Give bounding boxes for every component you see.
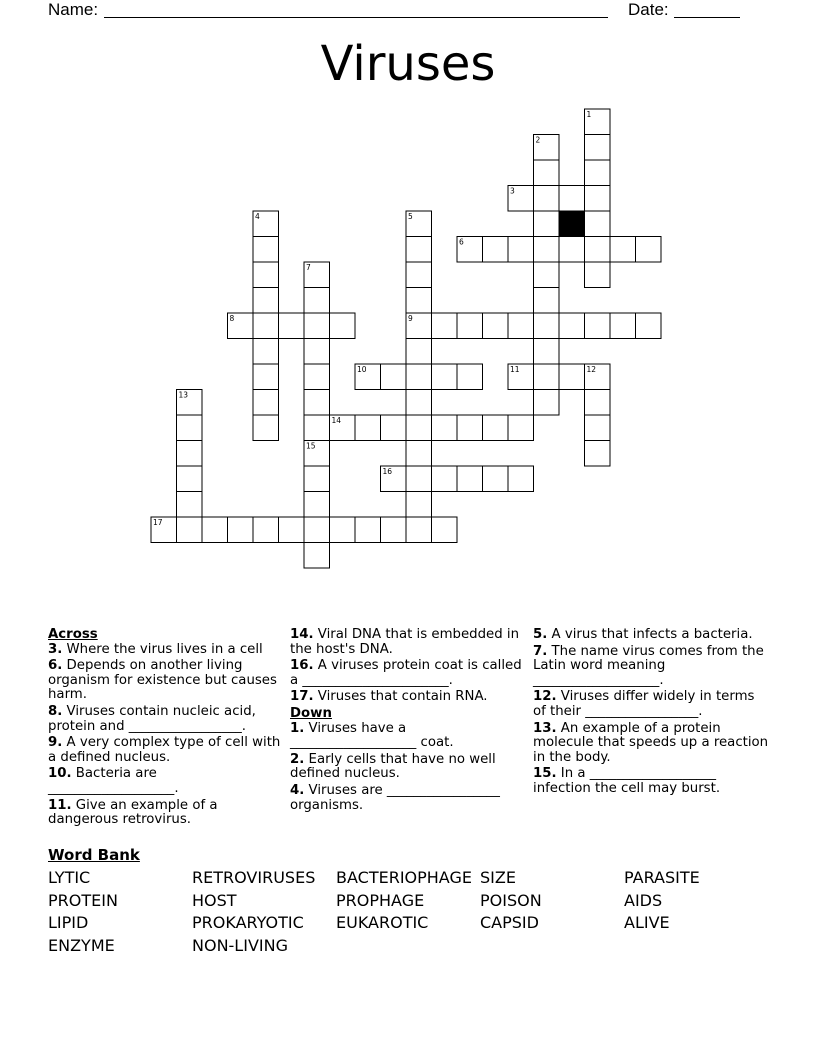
clue-text: Early cells that have no well defined nucleus. <box>290 751 496 782</box>
word-bank-item: EUKAROTIC <box>336 913 429 932</box>
clue-text: Viruses that contain RNA. <box>313 689 488 705</box>
clue <box>290 784 526 813</box>
grid-cell[interactable] <box>432 364 458 390</box>
clues-column-1 <box>48 628 284 830</box>
grid-cell[interactable] <box>534 160 560 186</box>
clue-number-label: 5. <box>533 627 548 642</box>
clue-number: 3 <box>510 186 515 196</box>
grid-cell[interactable] <box>253 237 279 263</box>
grid-cell[interactable] <box>253 262 279 288</box>
clue-text: Give an example of a dangerous retrovirus. <box>48 797 218 828</box>
clue-number: 7 <box>306 263 311 272</box>
word-bank-item: LYTIC <box>48 868 91 887</box>
clue-text: Viruses are _________________ organisms. <box>290 782 500 813</box>
grid-cell[interactable] <box>559 237 585 263</box>
word-bank-item: PARASITE <box>624 868 700 887</box>
grid-cell[interactable] <box>253 313 279 339</box>
clue-number: 14 <box>331 416 342 425</box>
grid-cell[interactable] <box>483 415 509 441</box>
clue-text: The name virus comes from the Latin word meaning ___________________. <box>533 643 764 688</box>
grid-cell[interactable] <box>177 466 203 492</box>
grid-cell[interactable] <box>279 313 305 339</box>
grid-cell[interactable] <box>406 415 432 441</box>
grid-cell[interactable] <box>279 517 305 543</box>
grid-cell[interactable] <box>406 441 432 467</box>
grid-cell[interactable] <box>559 186 585 212</box>
clue-number: 17 <box>153 518 163 527</box>
grid-cell[interactable] <box>355 415 381 441</box>
clue <box>48 705 284 734</box>
grid-cell[interactable] <box>406 364 432 390</box>
grid-cell[interactable] <box>304 543 330 569</box>
grid-cell[interactable] <box>381 364 407 390</box>
word-bank-item: ALIVE <box>624 913 670 932</box>
clue-text: Viral DNA that is embedded in the host's DNA. <box>290 627 520 657</box>
grid-cell[interactable] <box>406 492 432 518</box>
grid-cell[interactable] <box>304 466 330 492</box>
clue-text: In a ___________________ infection the cell may burst. <box>533 766 721 796</box>
down-heading: Down <box>290 705 332 721</box>
grid-cell[interactable] <box>585 441 611 467</box>
clue-number: 5 <box>408 212 413 221</box>
grid-cell[interactable] <box>585 160 611 186</box>
clue <box>533 722 769 766</box>
clue-text: An example of a protein molecule that speeds up a reaction in the body. <box>533 720 769 765</box>
grid-cell[interactable] <box>253 339 279 365</box>
grid-cell[interactable] <box>304 364 330 390</box>
grid-cell[interactable] <box>534 211 560 237</box>
grid-cell[interactable] <box>636 313 662 339</box>
clue-text: Where the virus lives in a cell <box>62 641 263 657</box>
clue-number: 13 <box>178 390 189 400</box>
clue <box>48 643 284 658</box>
grid-cell[interactable] <box>585 262 611 288</box>
grid-cell[interactable] <box>508 313 534 339</box>
clue-number-label: 14. <box>290 627 314 642</box>
clue-text: Viruses contain nucleic acid, protein and _________________. <box>48 703 256 734</box>
word-bank-item: BACTERIOPHAGE <box>336 868 472 887</box>
grid-cell[interactable] <box>585 415 611 441</box>
clue <box>290 659 526 688</box>
clue <box>533 645 769 689</box>
clue-number-label: 10. <box>48 766 72 782</box>
word-bank-item: RETROVIRUSES <box>192 868 316 887</box>
clue-number: 9 <box>408 314 413 323</box>
clue-number: 1 <box>586 110 592 119</box>
grid-cell[interactable] <box>534 288 560 314</box>
grid-cell[interactable] <box>253 288 279 314</box>
grid-cell[interactable] <box>228 517 254 543</box>
word-bank-item: CAPSID <box>480 913 539 932</box>
grid-cell[interactable] <box>406 237 432 263</box>
clues-column-2 <box>290 628 526 815</box>
clue-number-label: 7. <box>533 643 548 659</box>
grid-cell[interactable] <box>253 517 279 543</box>
grid-cell[interactable] <box>610 313 636 339</box>
grid-cell[interactable] <box>534 339 560 365</box>
clue-text: Viruses have a ___________________ coat. <box>290 720 454 751</box>
grid-cell[interactable] <box>381 517 407 543</box>
clue-number-label: 15. <box>533 766 557 782</box>
grid-cell[interactable] <box>304 313 330 339</box>
grid-cell[interactable] <box>330 517 356 543</box>
word-bank-title: Word Bank <box>48 846 140 864</box>
clue-number-label: 16. <box>290 658 314 674</box>
clue-number: 2 <box>535 135 541 145</box>
clue-number-label: 6. <box>48 658 63 674</box>
grid-cell[interactable] <box>457 313 483 339</box>
word-bank-item: PROPHAGE <box>336 890 425 910</box>
clue-text: Depends on another living organism for existence but causes harm. <box>48 658 277 703</box>
clue-text: Bacteria are ___________________. <box>48 766 179 796</box>
grid-cell[interactable] <box>406 262 432 288</box>
grid-cell[interactable] <box>432 415 458 441</box>
black-cell <box>559 211 585 237</box>
clue <box>48 736 284 765</box>
grid-cell[interactable] <box>253 415 279 441</box>
grid-cell[interactable] <box>585 237 611 263</box>
grid-cell[interactable] <box>177 415 203 441</box>
grid-cell[interactable] <box>610 237 636 263</box>
grid-cell[interactable] <box>457 364 483 390</box>
clue-number-label: 2. <box>290 751 305 767</box>
date-label: Date: <box>628 0 669 19</box>
across-heading: Across <box>48 627 98 642</box>
grid-cell[interactable] <box>457 415 483 441</box>
clue-number-label: 3. <box>48 641 63 657</box>
grid-cell[interactable] <box>432 466 458 492</box>
grid-cell[interactable] <box>432 313 458 339</box>
clue-number: 12 <box>586 365 597 374</box>
clue-number-label: 17. <box>290 689 314 705</box>
grid-cell[interactable] <box>304 390 330 416</box>
grid-cell[interactable] <box>202 517 228 543</box>
grid-cell[interactable] <box>177 517 203 543</box>
grid-cell[interactable] <box>508 415 534 441</box>
grid-cell[interactable] <box>559 364 585 390</box>
clue-number-label: 8. <box>48 703 63 719</box>
clue <box>48 767 284 796</box>
clue <box>533 628 769 643</box>
clue-number: 8 <box>229 314 235 323</box>
grid-cell[interactable] <box>457 466 483 492</box>
grid-cell[interactable] <box>406 517 432 543</box>
clue-text: A viruses protein coat is called a ______________________. <box>290 658 522 688</box>
clue-number: 10 <box>357 365 367 374</box>
grid-cell[interactable] <box>534 364 560 390</box>
grid-cell[interactable] <box>406 288 432 314</box>
clue-number-label: 1. <box>290 720 305 736</box>
grid-cell[interactable] <box>483 237 509 263</box>
clue-text: A very complex type of cell with a defined nucleus. <box>48 735 281 765</box>
page-title: Viruses <box>320 36 496 92</box>
word-bank-item: POISON <box>480 890 542 910</box>
grid-cell[interactable] <box>534 313 560 339</box>
grid-cell[interactable] <box>585 211 611 237</box>
clue-number-label: 13. <box>533 720 557 736</box>
grid-cell[interactable] <box>534 237 560 263</box>
word-bank-item: PROKARYOTIC <box>192 913 304 932</box>
grid-cell[interactable] <box>406 339 432 365</box>
grid-cell[interactable] <box>483 313 509 339</box>
grid-cell[interactable] <box>304 288 330 314</box>
grid-cell[interactable] <box>508 237 534 263</box>
clue-number: 15 <box>306 441 316 451</box>
word-bank-item: NON-LIVING <box>192 935 288 955</box>
grid-cell[interactable] <box>304 339 330 365</box>
word-bank-item: HOST <box>192 890 237 910</box>
grid-cell[interactable] <box>585 135 611 161</box>
clue-number-label: 9. <box>48 735 63 751</box>
clue-number: 16 <box>382 467 393 476</box>
grid-cell[interactable] <box>304 415 330 441</box>
grid-cell[interactable] <box>585 313 611 339</box>
grid-cell[interactable] <box>406 390 432 416</box>
grid-cell[interactable] <box>304 492 330 518</box>
grid-cell[interactable] <box>534 390 560 416</box>
grid-cell[interactable] <box>432 517 458 543</box>
grid-cell[interactable] <box>559 313 585 339</box>
clue-number: 11 <box>510 365 520 374</box>
grid-cell[interactable] <box>177 492 203 518</box>
clue <box>290 753 526 782</box>
word-bank-item: AIDS <box>624 890 663 910</box>
clues-column-3 <box>533 628 769 799</box>
grid-cell[interactable] <box>355 517 381 543</box>
clue-number-label: 12. <box>533 689 557 705</box>
grid-cell[interactable] <box>534 186 560 212</box>
grid-cell[interactable] <box>534 262 560 288</box>
word-bank-item: PROTEIN <box>48 890 118 910</box>
clue <box>290 628 526 657</box>
clue <box>533 690 769 719</box>
grid-cell[interactable] <box>253 364 279 390</box>
word-bank-item: LIPID <box>48 913 89 932</box>
clue-number-label: 4. <box>290 782 305 798</box>
clue-text: A virus that infects a bacteria. <box>547 627 753 642</box>
grid-cell[interactable] <box>508 466 534 492</box>
grid-cell[interactable] <box>253 390 279 416</box>
clue-number: 6 <box>459 237 464 247</box>
clue <box>290 722 526 751</box>
grid-cell[interactable] <box>381 415 407 441</box>
clue-text: Viruses differ widely in terms of their _________________. <box>533 689 755 719</box>
name-label: Name: <box>48 0 99 19</box>
clue <box>48 659 284 703</box>
word-bank-item: ENZYME <box>48 935 115 955</box>
clue <box>48 799 284 828</box>
word-bank-item: SIZE <box>480 868 516 887</box>
clue <box>290 690 526 705</box>
grid-cell[interactable] <box>483 466 509 492</box>
clue <box>533 767 769 796</box>
grid-cell[interactable] <box>330 313 356 339</box>
grid-cell[interactable] <box>585 186 611 212</box>
clue-number: 4 <box>255 212 260 221</box>
grid-cell[interactable] <box>304 517 330 543</box>
clue-number-label: 11. <box>48 797 72 813</box>
grid-cell[interactable] <box>177 441 203 467</box>
grid-cell[interactable] <box>585 390 611 416</box>
grid-cell[interactable] <box>636 237 662 263</box>
grid-cell[interactable] <box>406 466 432 492</box>
